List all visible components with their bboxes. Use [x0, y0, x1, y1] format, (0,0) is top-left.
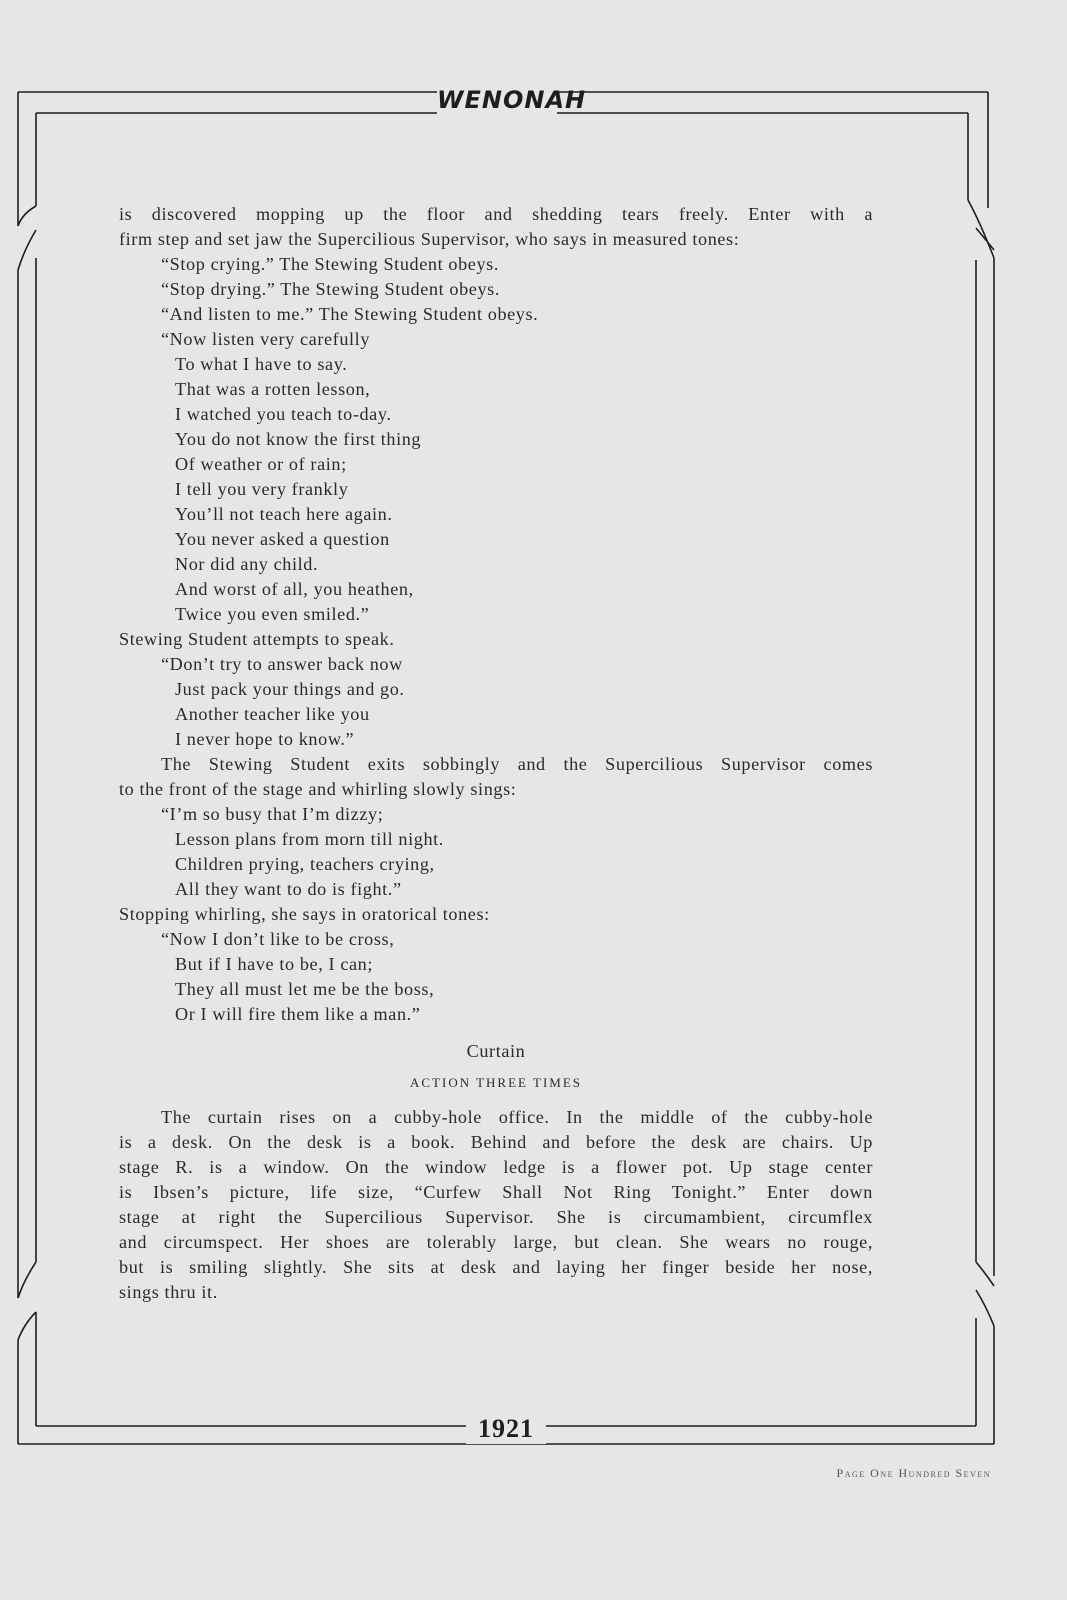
verse-line: I never hope to know.” — [175, 729, 355, 749]
verse-line: Twice you even smiled.” — [175, 604, 370, 624]
text-line: stage R. is a window. On the window ledge is a flower pot. Up stage center — [119, 1157, 873, 1177]
verse-line: They all must let me be the boss, — [175, 979, 435, 999]
verse-line: And worst of all, you heathen, — [175, 579, 414, 599]
verse-line: I tell you very frankly — [175, 479, 349, 499]
verse-line: Another teacher like you — [175, 704, 370, 724]
verse-line: That was a rotten lesson, — [175, 379, 371, 399]
text-line: stage at right the Supercilious Supervisor. She is circumambient, circumflex — [119, 1207, 873, 1227]
text-line: is discovered mopping up the floor and shedding tears freely. Enter with a — [119, 204, 873, 224]
song-line: All they want to do is fight.” — [175, 879, 402, 899]
verse-line: Of weather or of rain; — [175, 454, 347, 474]
song-line: “I’m so busy that I’m dizzy; — [161, 804, 384, 824]
dialogue-line: “Stop drying.” The Stewing Student obeys. — [161, 279, 500, 299]
verse-line: Nor did any child. — [175, 554, 319, 574]
verse-line: But if I have to be, I can; — [175, 954, 374, 974]
page-text — [119, 202, 873, 1305]
final-paragraph — [119, 1105, 873, 1305]
verse-line: To what I have to say. — [175, 354, 348, 374]
verse-line: You do not know the first thing — [175, 429, 422, 449]
text-line: and circumspect. Her shoes are tolerably large, but clean. She wears no rouge, — [119, 1232, 873, 1252]
dialogue-line: “Now listen very carefully — [161, 329, 371, 349]
text-line: The Stewing Student exits sobbingly and the Supercilious Supervisor comes — [161, 754, 873, 774]
verse-line: Or I will fire them like a man.” — [175, 1004, 421, 1024]
text-line: firm step and set jaw the Supercilious Supervisor, who says in measured tones: — [119, 229, 740, 249]
footer-year: 1921 — [466, 1414, 546, 1444]
verse-line: “Don’t try to answer back now — [161, 654, 403, 674]
verse-line: You never asked a question — [175, 529, 390, 549]
text-line: is a desk. On the desk is a book. Behind and before the desk are chairs. Up — [119, 1132, 873, 1152]
dialogue-line: “And listen to me.” The Stewing Student obeys. — [161, 304, 539, 324]
verse-line: “Now I don’t like to be cross, — [161, 929, 395, 949]
text-line: sings thru it. — [119, 1282, 218, 1302]
verse-line: I watched you teach to-day. — [175, 404, 392, 424]
curtain-heading: Curtain — [466, 1041, 526, 1061]
verse-line: You’ll not teach here again. — [175, 504, 393, 524]
text-line: but is smiling slightly. She sits at desk and laying her finger beside her nose, — [119, 1257, 873, 1277]
page-number: Page One Hundred Seven — [836, 1466, 991, 1480]
text-line: is Ibsen’s picture, life size, “Curfew Shall Not Ring Tonight.” Enter down — [119, 1182, 873, 1202]
dialogue-line: “Stop crying.” The Stewing Student obeys. — [161, 254, 499, 274]
stage-direction: Stopping whirling, she says in oratorical tones: — [119, 904, 490, 924]
stage-direction: Stewing Student attempts to speak. — [119, 629, 395, 649]
text-line: The curtain rises on a cubby-hole office. In the middle of the cubby-hole — [161, 1107, 873, 1127]
verse-line: Just pack your things and go. — [175, 679, 405, 699]
text-line: to the front of the stage and whirling slowly sings: — [119, 779, 517, 799]
song-line: Children prying, teachers crying, — [175, 854, 435, 874]
opening-paragraph — [119, 202, 873, 252]
exit-paragraph — [119, 752, 873, 802]
song-line: Lesson plans from morn till night. — [175, 829, 444, 849]
action-heading: ACTION THREE TIMES — [409, 1075, 583, 1090]
header-title: WENONAH — [437, 86, 587, 114]
